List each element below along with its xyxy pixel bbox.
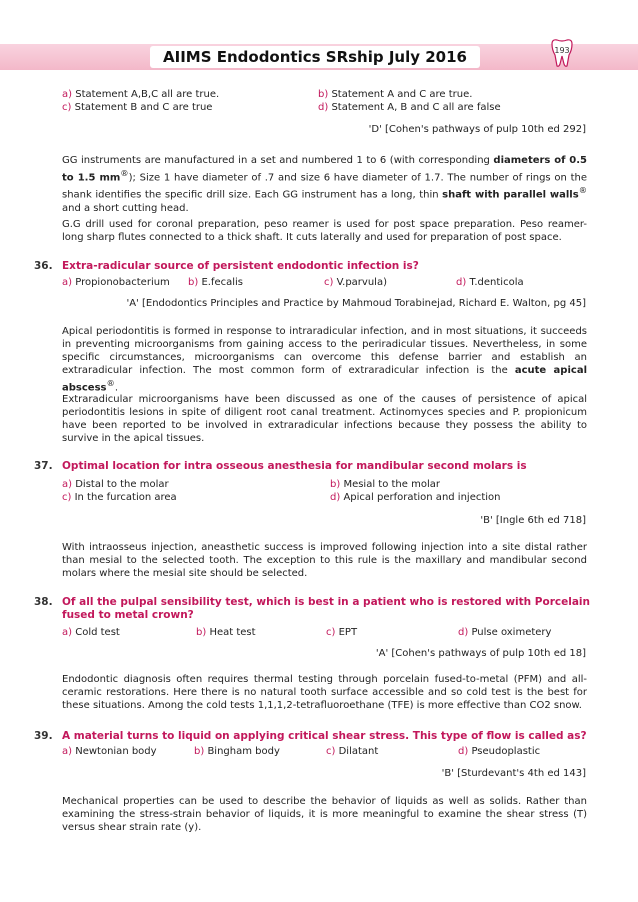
option-c: c) EPT	[326, 627, 358, 638]
option-d: d) Statement A, B and C all are false	[318, 102, 501, 113]
explanation-paragraph: Extraradicular microorganisms have been discussed as one of the causes of persistence of apical periodontitis lesions in spite of diligent root canal treatment. Actinomyces species and P. propionicum have been reported to be involved in extraradicular infections because they possess the ability to survive in the apical tissues.	[62, 394, 587, 444]
option-b: b) Statement A and C are true.	[318, 89, 473, 100]
answer-reference: 'D' [Cohen's pathways of pulp 10th ed 292]	[368, 124, 586, 135]
option-b: b) Mesial to the molar	[330, 479, 440, 490]
explanation-paragraph: With intraosseus injection, aneasthetic success is improved following injection into a site distal rather than mesial to the selected tooth. The exception to this rule is the maxillary and mandibular second molars where the mesial site should be selected.	[62, 542, 587, 579]
page-title: AIIMS Endodontics SRship July 2016	[150, 46, 480, 68]
question-text: Optimal location for intra osseous anesthesia for mandibular second molars is	[62, 460, 527, 472]
option-d: d) Pulse oximetery	[458, 627, 552, 638]
option-a: a) Propionobacterium	[62, 277, 170, 288]
option-d: d) T.denticola	[456, 277, 524, 288]
option-b: b) Bingham body	[194, 746, 280, 757]
option-a: a) Statement A,B,C all are true.	[62, 89, 220, 100]
question-text: Extra-radicular source of persistent endodontic infection is?	[62, 260, 419, 272]
question-number: 37.	[34, 460, 53, 472]
explanation-paragraph: Endodontic diagnosis often requires thermal testing through porcelain fused-to-metal (PFM) and all-ceramic restorations. Here there is no natural tooth surface accessible and so cold test is the best for these situations. Among the cold tests 1,1,1,2-tetrafluoroethane (TFE) is more effective than CO2 snow.	[62, 674, 587, 711]
question-text: A material turns to liquid on applying critical shear stress. This type of flow is called as?	[62, 730, 587, 742]
option-a: a) Newtonian body	[62, 746, 157, 757]
answer-reference: 'B' [Sturdevant's 4th ed 143]	[441, 768, 586, 779]
gg-drill-paragraph: G.G drill used for coronal preparation, peso reamer is used for post space preparation. Peso reamer- long sharp flutes connected to a thick shaft. It cuts laterally and used for preparation of post space.	[62, 219, 587, 243]
answer-reference: 'B' [Ingle 6th ed 718]	[480, 515, 586, 526]
question-number: 39.	[34, 730, 53, 742]
option-d: d) Apical perforation and injection	[330, 492, 501, 503]
explanation-paragraph: Apical periodontitis is formed in response to intraradicular infection, and in most situations, it succeeds in preventing microorganisms from gaining access to the periradicular tissues. Nevertheless, in some specific circumstances, microorganisms can overcome this defense barrier and establish an extraradicular infection. The most common form of extraradicular infection is the acute apical abscess®.	[62, 326, 587, 394]
option-b: b) Heat test	[196, 627, 256, 638]
explanation-paragraph: Mechanical properties can be used to describe the behavior of liquids as well as solids. Rather than examining the stress-strain behavior of liquids, it is more meaningful to examine the shear stress (T) versus shear strain rate (y).	[62, 796, 587, 833]
option-b: b) E.fecalis	[188, 277, 243, 288]
question-number: 38.	[34, 596, 53, 608]
gg-paragraph: GG instruments are manufactured in a set and numbered 1 to 6 (with corresponding diameters of 0.5 to 1.5 mm®); Size 1 have diameter of .7 and size 6 have diameter of 1.7. The number of rings on the shank identifies the specific drill size. Each GG instrument has a long, thin shaft with parallel walls® and a short cutting head.	[62, 155, 588, 214]
answer-reference: 'A' [Cohen's pathways of pulp 10th ed 18]	[375, 648, 586, 659]
option-d: d) Pseudoplastic	[458, 746, 541, 757]
question-text: Of all the pulpal sensibility test, which is best in a patient who is restored with Porcelain fused to metal crown?	[62, 596, 590, 621]
option-c: c) Statement B and C are true	[62, 102, 213, 113]
page-number: 193	[554, 46, 570, 55]
option-a: a) Cold test	[62, 627, 120, 638]
option-c: c) V.parvula)	[324, 277, 387, 288]
question-number: 36.	[34, 260, 53, 272]
answer-reference: 'A' [Endodontics Principles and Practice by Mahmoud Torabinejad, Richard E. Walton, pg 45]	[126, 298, 586, 309]
option-c: c) In the furcation area	[62, 492, 177, 503]
option-c: c) Dilatant	[326, 746, 379, 757]
option-a: a) Distal to the molar	[62, 479, 169, 490]
